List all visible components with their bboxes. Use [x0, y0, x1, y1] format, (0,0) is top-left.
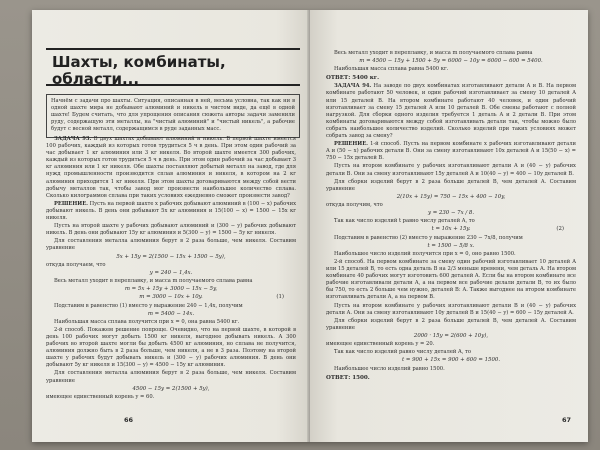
chapter-banner	[46, 48, 300, 86]
formula: y = 230 − 7x / 8.	[427, 210, 475, 217]
paragraph: откуда получим, что	[326, 202, 383, 208]
paragraph: Пусть на втором комбинате y рабочих изготавливают детали A и (40 − y) рабочих детали B. Они за смену изготавливают 15y деталей A и 10(40 − y) = 400 − 10y деталей B.	[326, 163, 576, 177]
task-94	[326, 83, 576, 140]
formula-numbered: m = 3000 − 10x + 10y. (1)	[139, 294, 284, 301]
paragraph: Так как число изделий t равно числу деталей A, то	[334, 218, 475, 225]
solution-93-label: РЕШЕНИЕ.	[54, 200, 88, 207]
paragraph: имеющее единственный корень y = 20.	[326, 341, 435, 348]
paragraph: Подставим в равенство (2) вместо y выражение 230 − 7x/8, получим	[334, 234, 523, 241]
paragraph: Весь металл уходит в переплавку, и масса m получаемого сплава равна	[334, 50, 533, 56]
paragraph: Так как число изделий равно числу деталей A, то	[334, 349, 472, 356]
paragraph: Для сборки изделий берут в 2 раза больше деталей B, чем деталей A. Составим уравнение	[326, 317, 576, 331]
paragraph: Наибольшая масса сплава равна 5400 кг.	[334, 66, 449, 73]
answer-93: ОТВЕТ: 5400 кг.	[326, 75, 380, 82]
formula: 5x + 15y = 2(1500 − 15x + 1500 − 5y),	[116, 253, 226, 260]
right-column	[326, 50, 576, 383]
paragraph: 2-й способ. Покажем решение попроще. Очевидно, что на первой шахте, в которой в день 100 рабочих могут добыть 1500 кг никеля, выгоднее добывать никель. А 300 рабочих во второй шахте могли бы добыть 4500 кг алюминия, но сплава не получится, алюминия должно быть в 2 раза больше, чем никеля, а не в 3 раза. Поэтому на второй шахте y рабочих будут добывать никель и (300 − y) рабочих алюминия. В день они добывают 5y кг никеля и 15(300 − y) = 4500 − 15y кг алюминия.	[46, 326, 296, 369]
paragraph: Для сборки изделий берут в 2 раза больше деталей B, чем деталей A. Составим уравнение	[326, 178, 576, 192]
intro-box	[46, 94, 300, 138]
formula: m = 5x + 15y + 3000 − 15x − 5y,	[124, 286, 218, 293]
open-book	[32, 10, 588, 442]
paragraph: Весь металл уходит в переплавку, и масса m получаемого сплава равна	[54, 278, 253, 284]
paragraph: откуда получаем, что	[46, 261, 106, 268]
task-93-label: ЗАДАЧА 93.	[54, 136, 92, 142]
formula: y = 240 − 1,4x.	[149, 269, 193, 276]
formula: 2(10x + 15y) = 750 − 15x + 400 − 10y,	[396, 193, 506, 200]
formula: t = 900 + 15x = 900 + 600 = 1500.	[401, 357, 501, 364]
equation-number: (2)	[556, 226, 564, 233]
paragraph: 2-й способ. На первом комбинате за смену один рабочий изготавливает 10 деталей A или 15 деталей B, то есть одна деталь B на 2/3 меньше времени, чем деталь A. На втором комбинате 40 рабочих могут изготовить 600 деталей A. Если бы на втором комбинате все рабочие изготавливали детали A, а на первом все рабочие делали детали B, то их было бы 750, то есть 2 больше чем нужно, деталей B: A. Также выгоднее на втором комбинате изготавливать детали A, а на первом B.	[326, 258, 576, 301]
formula: m = 5400 − 14x.	[147, 310, 195, 317]
paragraph: Наибольшее число изделий получится при x = 0, оно равно 1500.	[334, 250, 516, 257]
answer-94: ОТВЕТ: 1500.	[326, 374, 370, 381]
task-94-text: На заводе по двух комбинатах изготавливают детали A и B. На первом комбинате работают 50 человек, и один рабочий изготавливает за смену 10 деталей A или 15 деталей B. На втором комбинате работают 40 человек, и один рабочий изготавливает за смену 15 деталей A или 10 деталей B. Обе смены работают с полной нагрузкой. Для сборки одного изделия требуется 1 деталь A и 2 детали B. При этом комбинаты договариваются между собой изготавливать детали так, чтобы можно было собрать наибольшее количество изделий. Сколько изделий при таких условиях может собрать завод за смену?	[326, 83, 576, 140]
task-93	[46, 136, 296, 200]
equation-number: (1)	[276, 294, 284, 301]
formula: m = 4500 − 15y + 1500 + 5y = 6000 − 10y = 6000 − 600 = 5400.	[359, 58, 543, 65]
left-column	[46, 136, 296, 402]
page-number-left: 66	[124, 416, 134, 424]
paragraph: Для составления металла алюминия берут в 2 раза больше, чем никеля. Составим уравнение	[46, 370, 296, 384]
paragraph: Наибольшее число изделий равно 1500.	[334, 365, 445, 372]
task-94-label: ЗАДАЧА 94.	[334, 83, 372, 90]
formula: t = 1500 − 5/8 x.	[427, 242, 475, 249]
paragraph: Пусть на втором комбинате y рабочих изготавливают детали B и (40 − y) рабочих детали A. Они за смену изготавливают 10y деталей B и 15(40 − y) = 600 − 15y деталей A.	[326, 302, 576, 316]
chapter-title: Шахты, комбинаты, области...	[52, 53, 226, 88]
formula: 4500 − 15y = 2(1500 + 5y),	[132, 385, 210, 392]
solution-93-text: Пусть на первой шахте x рабочих добывают алюминий в (100 − x) рабочих добывают никель. В день они добывают 5x кг алюминия и 15(100 − x) = 1500 − 15x кг никеля.	[46, 200, 297, 222]
paragraph: Наибольшая масса сплава получится при x = 0, она равна 5400 кг.	[54, 318, 240, 325]
formula-numbered: t = 10x + 15y. (2)	[431, 226, 564, 233]
left-page	[32, 10, 310, 442]
intro-text: Начнём с задачи про шахты. Ситуация, описанная в ней, весьма условна, так как ни в одной шахте мира не добывают алюминий и никель в чистом виде, да ещё в одной шахте! Будем считать, что для упрощения описания сюжета авторы задачи заменили руду, содержащую эти металлы, на "чистый алюминий" и "чистый никель", а рабочие будут с весной металл, содержащимся в руде заданных масс.	[51, 98, 295, 133]
solution-94-text: 1-й способ. Пусть на первом комбинате x рабочих изготавливают детали A и (50 − x) рабочих детали B. Они за смену изготавливают 10x деталей A и 15(50 − x) = 750 − 15x деталей B.	[326, 141, 576, 162]
solution-93	[46, 201, 296, 222]
paragraph: Пусть на второй шахте y рабочих добывают алюминий и (300 − y) рабочих добывают никель. В день они добывают 15y кг алюминия и 5(300 − y) = 1500 − 5y кг никеля.	[46, 223, 296, 237]
solution-94-label: РЕШЕНИЕ.	[334, 141, 368, 148]
page-number-right: 67	[562, 416, 572, 424]
right-page	[310, 10, 588, 442]
paragraph: имеющее единственный корень y = 60.	[46, 393, 155, 400]
formula: 2000 · 15y = 2(600 + 10y),	[413, 332, 489, 339]
solution-94	[326, 141, 576, 162]
paragraph: Для составления металла алюминия берут в 2 раза больше, чем никеля. Составим уравнение	[46, 238, 296, 252]
paragraph: Подставим в равенство (1) вместо y выражение 240 − 1,4x, получим	[54, 302, 243, 309]
task-93-text: В двух шахтах добывают алюминий и никель. В первой шахте имеется 100 рабочих, каждый из которых готов трудиться 5 ч в день. При этом один рабочий за час добывает 1 кг алюминия или 3 кг никеля. Во второй шахте имеется 300 рабочих, каждый из которых готов трудиться 5 ч в день. При этом один рабочий за час добывает 3 кг алюминия или 1 кг никеля. Обе шахты поставляют добытый металл на завод, где для нужд промышленности производится сплав алюминия и никеля, в котором на 2 кг алюминия приходится 1 кг никеля. При этом шахты договариваются между собой вести добычу металлов так, чтобы завод мог произвести наибольшее количество сплава. Сколько килограммов сплава при таких условиях ежедневно сможет произвести завод?	[46, 136, 297, 199]
